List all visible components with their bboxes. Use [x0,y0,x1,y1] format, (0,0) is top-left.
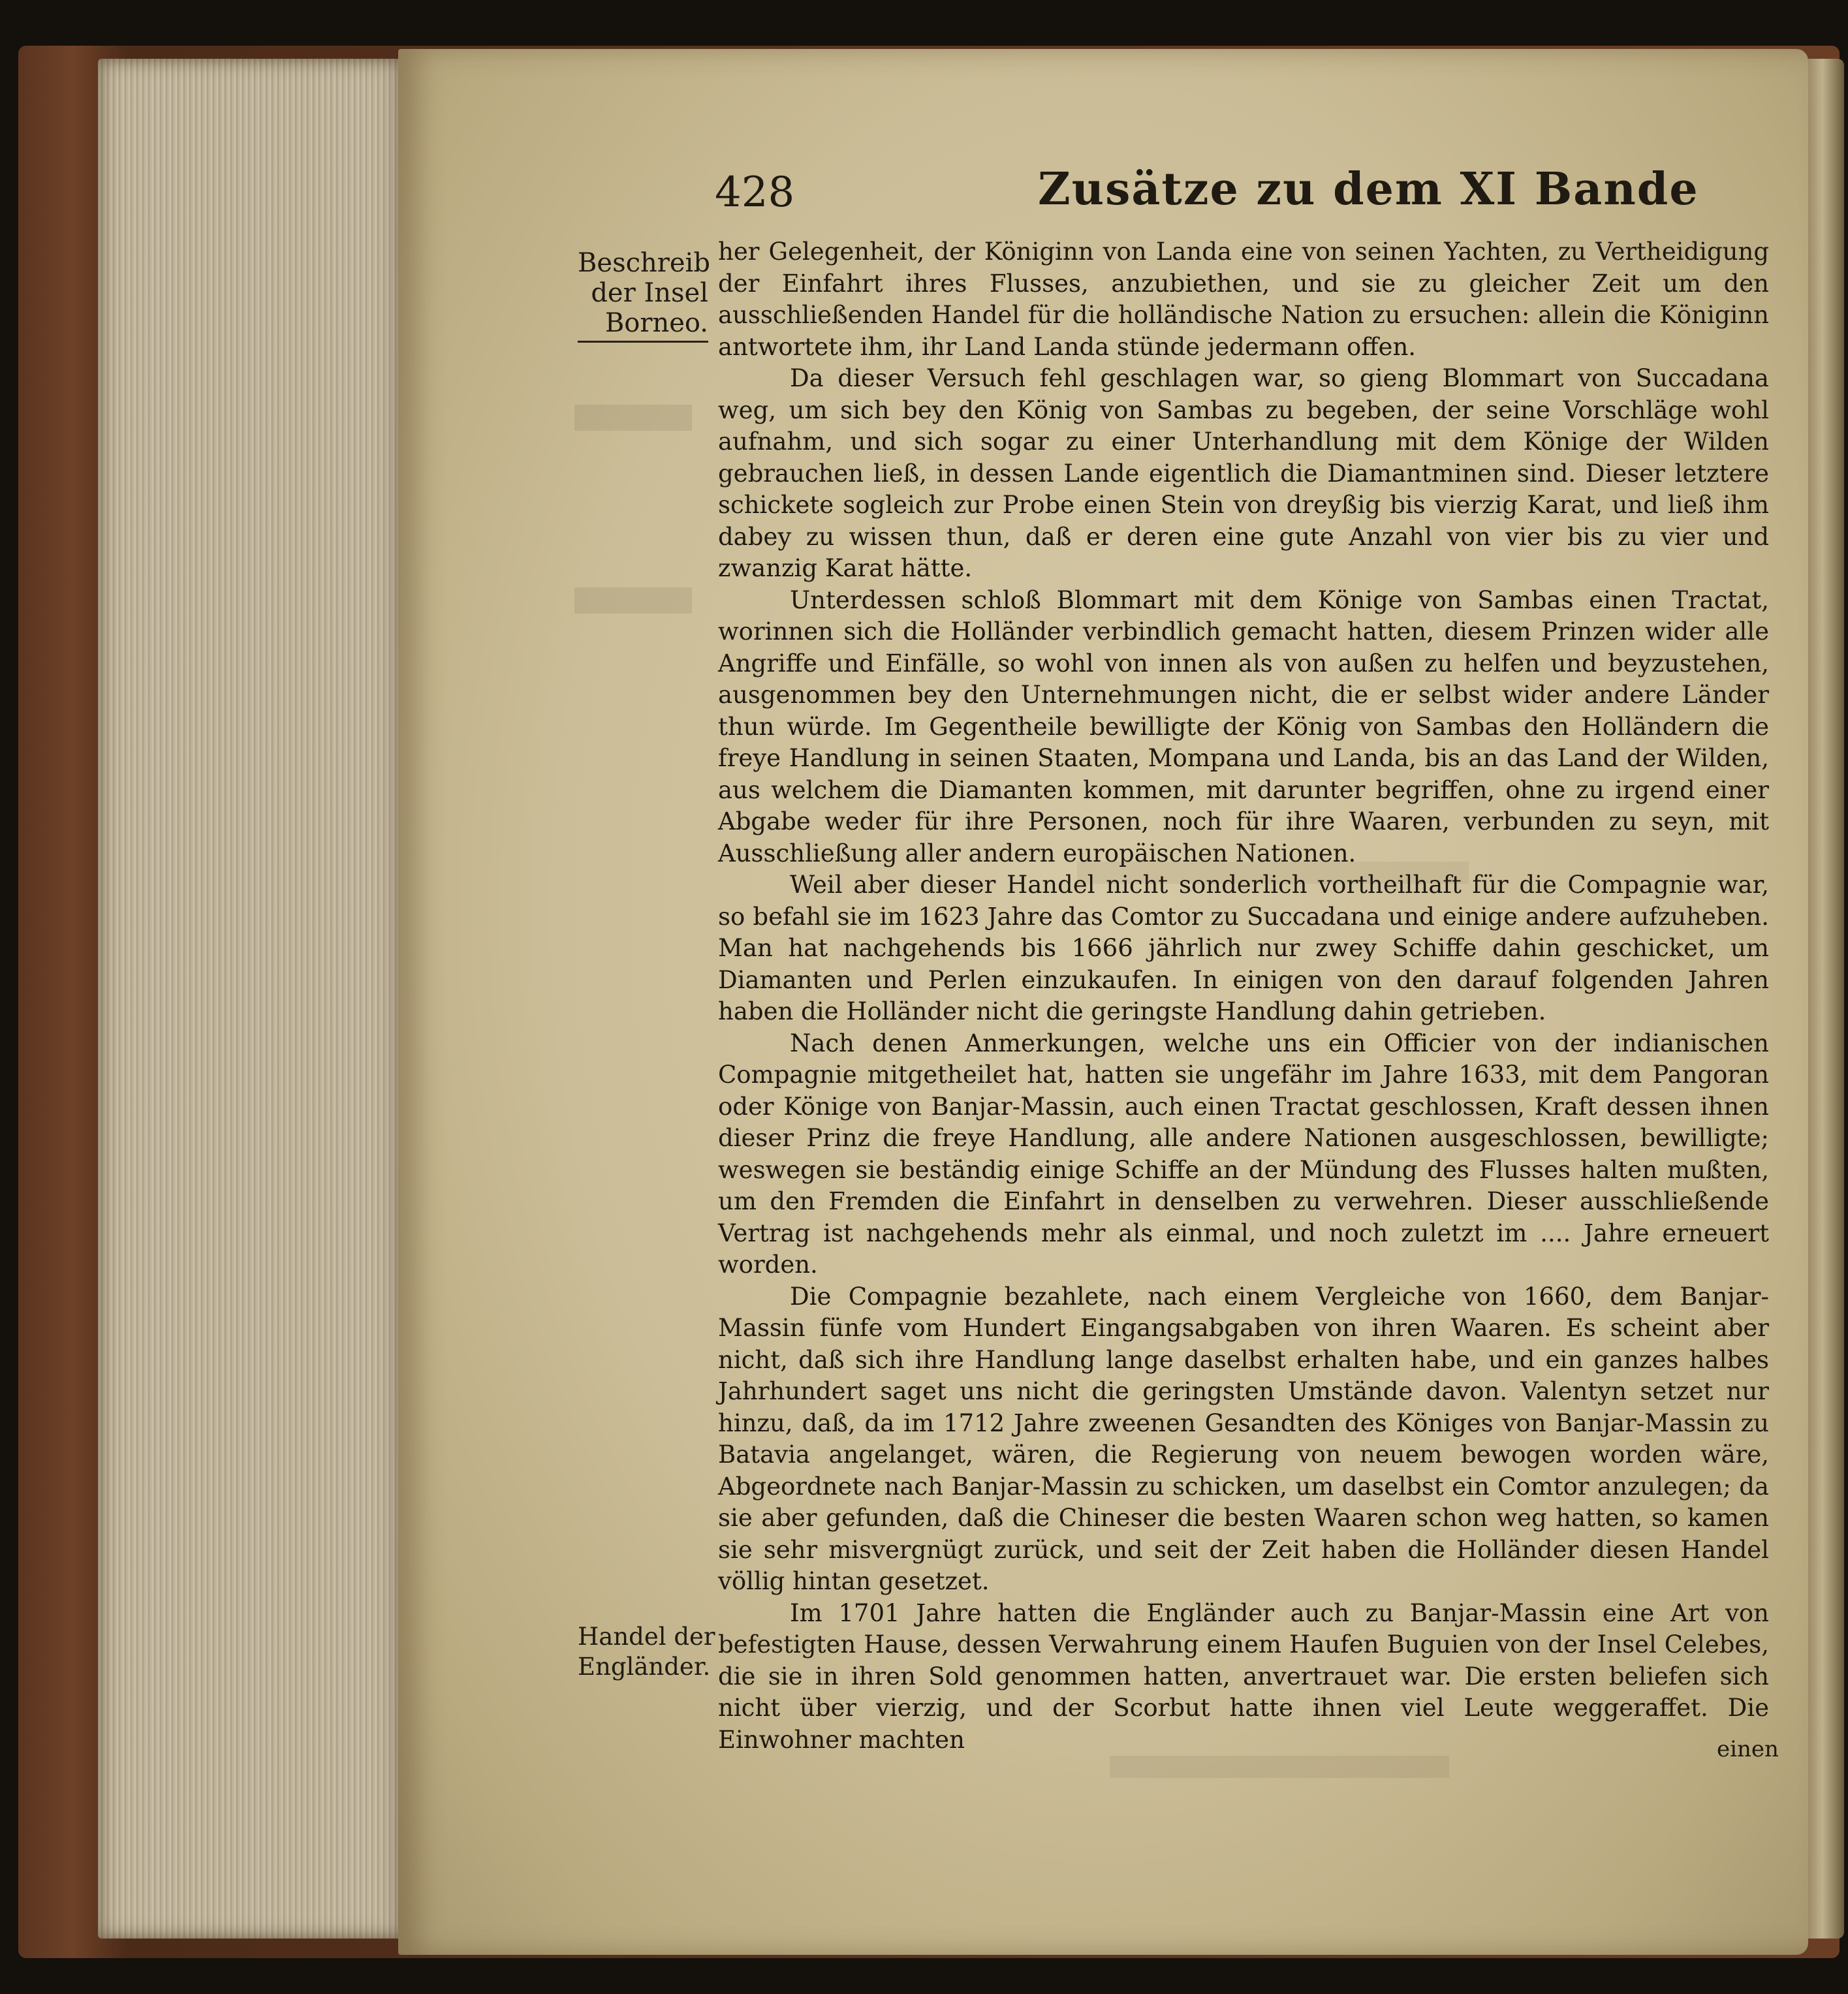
paragraph: Unterdessen schloß Blommart mit dem Könige von Sambas einen Tractat, worinnen sich die Holländer verbindlich gemacht hatten, diesem Prinzen wider alle Angriffe und Einfälle, so wohl von innen als von außen zu helfen und beyzustehen, ausgenommen bey den Unternehmungen nicht, die er selbst wider andere Länder thun würde. Im Gegentheile bewilligte der König von Sambas den Holländern die freye Handlung in seinen Staaten, Mompana und Landa, bis an das Land der Wilden, aus welchem die Diamanten kommen, mit darunter begriffen, ohne zu irgend einer Abgabe weder für ihre Personen, noch für ihre Waaren, verbunden zu seyn, mit Ausschließung aller andern europäischen Nationen. [718,585,1769,867]
paragraph: Weil aber dieser Handel nicht sonderlich vortheilhaft für die Compagnie war, so befahl sie im 1623 Jahre das Comtor zu Succadana und einige andere aufzuheben. Man hat nachgehends bis 1666 jährlich nur zwey Schiffe dahin geschicket, um Diamanten und Perlen einzukaufen. In einigen von den darauf folgenden Jahren haben die Holländer nicht die geringste Handlung dahin getrieben. [718,871,1769,1025]
running-title: Zusätze zu dem XI Bande [1038,163,1699,215]
catchword: einen [1717,1736,1779,1762]
bleed-through-mark [574,405,692,431]
paragraph: Nach denen Anmerkungen, welche uns ein Officier von der indianischen Compagnie mitgetheilet hat, hatten sie ungefähr im Jahre 1633, mit dem Pangoran oder Könige von Banjar-Massin, auch einen Tractat geschlossen, Kraft dessen ihnen dieser Prinz die freye Handlung, alle andere Nationen ausgeschlossen, bewilligte; weswegen sie beständig einige Schiffe an der Mündung des Flusses halten mußten, um den Fremden die Einfahrt in denselben zu verwehren. Dieser ausschließende Vertrag ist nachgehends mehr als einmal, und noch zuletzt im .... Jahre erneuert worden. [718,1029,1769,1279]
paragraph: Im 1701 Jahre hatten die Engländer auch zu Banjar-Massin eine Art von befestigten Hause, dessen Verwahrung einem Haufen Buguien von der Insel Celebes, die sie in ihren Sold genommen hatten, anvertrauet war. Die ersten beliefen sich nicht über vierzig, und der Scorbut hatte ihnen viel Leute weggeraffet. Die Einwohner machten [718,1598,1769,1754]
margin-note-borneo [578,248,708,343]
paragraph: her Gelegenheit, der Königinn von Landa eine von seinen Yachten, zu Vertheidigung der Einfahrt ihres Flusses, anzubiethen, und sie zu gleicher Zeit um den ausschließenden Handel für die holländische Nation zu ersuchen: allein die Königinn antwortete ihm, ihr Land Landa stünde jedermann offen. [718,238,1769,361]
page-number: 428 [715,168,795,217]
margin-note-rule [578,341,708,343]
margin-note-line: der Insel [591,278,708,308]
paragraph: Da dieser Versuch fehl geschlagen war, so gieng Blommart von Succadana weg, um sich bey den König von Sambas zu begeben, der seine Vorschläge wohl aufnahm, und sich sogar zu einer Unterhandlung mit dem Könige der Wilden gebrauchen ließ, in dessen Lande eigentlich die Diamantminen sind. Dieser letztere schickete sogleich zur Probe einen Stein von dreyßig bis vierzig Karat, und ließ ihm dabey zu wissen thun, daß er deren eine gute Anzahl von vier bis zu vier und zwanzig Karat hätte. [718,364,1769,582]
page-edges [98,59,411,1939]
margin-note-line: Handel der [578,1623,715,1651]
margin-note-line: Beschreib [578,248,710,278]
margin-note-line: Borneo. [604,308,708,338]
margin-note-englaender [578,1622,715,1682]
bleed-through-mark [574,587,692,614]
margin-note-line: Engländer. [578,1653,711,1681]
bleed-through-mark [1110,1756,1449,1778]
facing-page-edge [1808,59,1844,1939]
body-text [718,236,1769,1756]
paragraph: Die Compagnie bezahlete, nach einem Vergleiche von 1660, dem Banjar-Massin fünfe vom Hundert Eingangsabgaben von ihren Waaren. Es scheint aber nicht, daß sich ihre Handlung lange daselbst erhalten habe, und ein ganzes halbes Jahrhundert saget uns nicht die geringsten Umstände davon. Valentyn setzet nur hinzu, daß, da im 1712 Jahre zweenen Gesandten des Königes von Banjar-Massin zu Batavia angelanget, wären, die Regierung von neuem bewogen worden wäre, Abgeordnete nach Banjar-Massin zu schicken, um daselbst ein Comtor anzulegen; da sie aber gefunden, daß die Chineser die besten Waaren schon weg hatten, so kamen sie sehr misvergnügt zurück, und seit der Zeit haben die Holländer diesen Handel völlig hintan gesetzet. [718,1282,1769,1595]
